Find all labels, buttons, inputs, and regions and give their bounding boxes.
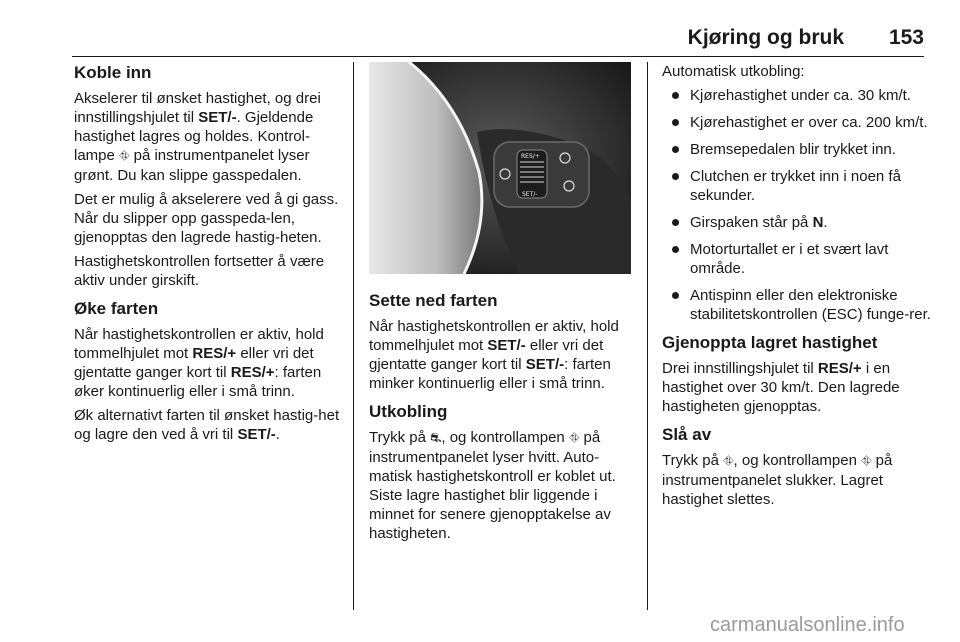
- text: Drei innstillingshjulet til: [662, 360, 818, 377]
- heading-sla-av: Slå av: [662, 425, 712, 444]
- text: Øk alternativt farten til ønsket hastig-het og lagre den ved å vri til: [74, 407, 340, 443]
- list-item: Bremsepedalen blir trykket inn.: [662, 140, 932, 159]
- column-2: [369, 62, 633, 548]
- intro-automatisk-utkobling: Automatisk utkobling:: [662, 63, 805, 80]
- text: på instrumentpanelet slukker. Lagret hastighet slettes.: [662, 452, 893, 508]
- res-label: RES/+: [192, 345, 237, 362]
- chapter-title: Kjøring og bruk: [687, 26, 844, 49]
- text: Når hastighetskontrollen er aktiv, hold tommelhjulet mot: [74, 326, 324, 362]
- page-number: 153: [888, 26, 924, 49]
- heading-gjenoppta: Gjenoppta lagret hastighet: [662, 333, 878, 352]
- text: . Gjeldende hastighet lagres og holdes. Kontrol-lampe: [74, 109, 314, 164]
- paragraph-utkobling-1: [369, 428, 633, 543]
- set-label: SET/-: [487, 337, 526, 354]
- cruise-control-icon: ⛗: [723, 454, 734, 469]
- text: , og kontrollampen: [441, 429, 569, 446]
- text: eller vri det gjentatte ganger kort til: [74, 345, 314, 381]
- set-label: SET/-: [525, 356, 565, 373]
- text: : farten minker kontinuerlig eller i små trinn.: [369, 356, 611, 392]
- text: i en hastighet over 30 km/t. Den lagrede hastigheten gjenopptas.: [662, 360, 900, 415]
- paragraph-koble-inn-2: Det er mulig å akselerere ved å gi gass. Når du slipper opp gasspeda-len, gjenopptas den lagrede hastig-heten.: [74, 191, 339, 246]
- cancel-icon: ⛐: [430, 431, 442, 446]
- cruise-control-icon: ⛗: [568, 431, 580, 446]
- list-item: Antispinn eller den elektroniske stabilitetskontrollen (ESC) funge-rer.: [662, 286, 932, 324]
- text: Trykk på: [369, 429, 431, 446]
- page-header: [72, 26, 924, 57]
- text: Når hastighetskontrollen er aktiv, hold tommelhjulet mot: [369, 318, 619, 354]
- bullet-list: [662, 86, 932, 324]
- cruise-control-icon: ⛗: [119, 149, 130, 164]
- set-label: SET/-: [237, 426, 276, 443]
- list-item: Kjørehastighet er over ca. 200 km/t.: [662, 113, 932, 132]
- list-item: Motorturtallet er i et svært lavt område.: [662, 240, 932, 278]
- text: Trykk på: [662, 452, 724, 469]
- paragraph-oke-1: [74, 325, 344, 401]
- column-divider-1: [353, 62, 354, 610]
- text: eller vri det gjentatte ganger kort til: [369, 337, 604, 373]
- heading-utkobling: Utkobling: [369, 402, 448, 421]
- text: .: [823, 214, 828, 231]
- paragraph-koble-inn-3: Hastighetskontrollen fortsetter å være aktiv under girskift.: [74, 253, 325, 289]
- heading-koble-inn: Koble inn: [74, 63, 152, 82]
- list-item: Kjørehastighet under ca. 30 km/t.: [662, 86, 932, 105]
- paragraph-sette-ned-1: [369, 317, 633, 393]
- wheel-label-res: RES/+: [521, 153, 540, 160]
- text: Akselerer til ønsket hastighet, og drei innstillingshjulet til: [74, 90, 321, 126]
- cruise-control-icon: ⛗: [861, 454, 872, 469]
- text: : farten øker kontinuerlig eller i små trinn.: [74, 364, 322, 400]
- paragraph-gjenoppta-1: [662, 359, 932, 416]
- text: .: [275, 426, 280, 443]
- gear-n-label: N: [812, 214, 824, 231]
- column-divider-2: [647, 62, 648, 610]
- res-label: RES/+: [817, 360, 862, 377]
- list-item: [662, 213, 932, 232]
- text: på instrumentpanelet lyser grønt. Du kan slippe gasspedalen.: [74, 147, 310, 184]
- paragraph-oke-2: [74, 406, 344, 444]
- text: på instrumentpanelet lyser hvitt. Auto-matisk hastighetskontroll er koblet ut. Siste lagre hastighet blir liggende i minnet for senere gjenopptakelse av hastigheten.: [369, 429, 616, 542]
- set-label: SET/-: [198, 109, 237, 126]
- res-label: RES/+: [230, 364, 275, 381]
- heading-oke-farten: Øke farten: [74, 299, 159, 318]
- paragraph-koble-inn-1: [74, 89, 344, 185]
- list-item: Clutchen er trykket inn i noen få sekunder.: [662, 167, 932, 205]
- wheel-label-set: SET/-: [522, 191, 538, 198]
- watermark: carmanualsonline.info: [710, 614, 905, 636]
- text: Girspaken står på: [690, 214, 813, 231]
- heading-sette-ned: Sette ned farten: [369, 291, 498, 310]
- paragraph-sla-av-1: [662, 451, 932, 509]
- column-3: [662, 62, 932, 514]
- steering-wheel-photo: [369, 62, 631, 274]
- text: , og kontrollampen: [733, 452, 862, 469]
- column-1: [74, 62, 344, 449]
